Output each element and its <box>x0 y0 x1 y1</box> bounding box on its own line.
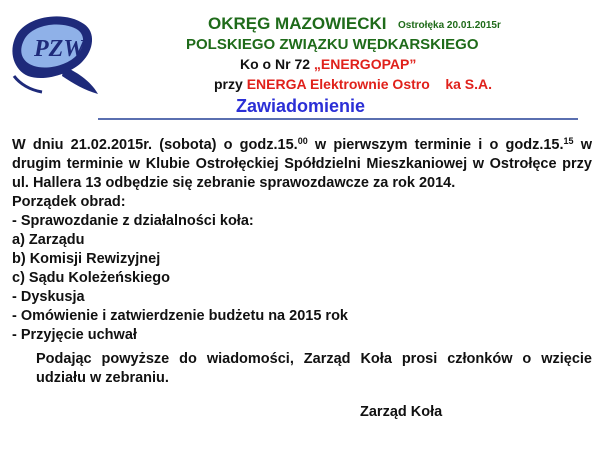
agenda-title: Porządek obrad: <box>12 194 126 210</box>
meeting-text-c: w drugim terminie w Klubie Ostrołęckiej Spółdzielni Mieszkaniowej w Ostrołęce przy ul. Hallera 13 odbędzie się zebranie sprawozdawcze za rok 2014. <box>12 137 592 191</box>
document-title: Zawiadomienie <box>236 96 366 116</box>
club-number-line <box>240 56 416 72</box>
company-name: ENERGA Elektrownie Ostro ka S.A. <box>246 76 493 92</box>
notice-body <box>12 136 592 345</box>
company-prefix: przy <box>214 76 247 92</box>
letterhead <box>0 0 600 125</box>
agenda-item: - Przyjęcie uchwał <box>12 327 137 343</box>
district-name: OKRĘG MAZOWIECKI <box>208 14 387 33</box>
letter-date: Ostrołęka 20.01.2015r <box>398 20 501 31</box>
club-name: „ENERGOPAP” <box>313 56 417 72</box>
header-divider <box>98 118 578 120</box>
agenda-item: b) Komisji Rewizyjnej <box>12 251 161 267</box>
agenda-item: - Sprawozdanie z działalności koła: <box>12 213 254 229</box>
club-number: Ko o Nr 72 <box>240 56 314 72</box>
agenda-list <box>12 212 592 345</box>
agenda-item: - Dyskusja <box>12 289 85 305</box>
agenda-item: c) Sądu Koleżeńskiego <box>12 270 170 286</box>
logo-text: PZW <box>34 36 85 62</box>
union-name: POLSKIEGO ZWIĄZKU WĘDKARSKIEGO <box>186 36 479 53</box>
meeting-paragraph <box>12 136 592 193</box>
agenda-item: - Omówienie i zatwierdzenie budżetu na 2015 rok <box>12 308 348 324</box>
time-minutes-1: 00 <box>297 136 308 146</box>
closing-paragraph: Podając powyższe do wiadomości, Zarząd Koła prosi członków o wzięcie udziału w zebraniu. <box>36 351 592 386</box>
signature: Zarząd Koła <box>360 404 443 420</box>
meeting-text-a: W dniu 21.02.2015r. (sobota) o godz.15. <box>12 137 298 153</box>
meeting-text-b: w pierwszym terminie i o godz.15. <box>307 137 564 153</box>
agenda-item: a) Zarządu <box>12 232 85 248</box>
time-minutes-2: 15 <box>563 136 574 146</box>
company-line <box>214 76 492 92</box>
pzw-fish-logo-icon <box>4 6 100 98</box>
